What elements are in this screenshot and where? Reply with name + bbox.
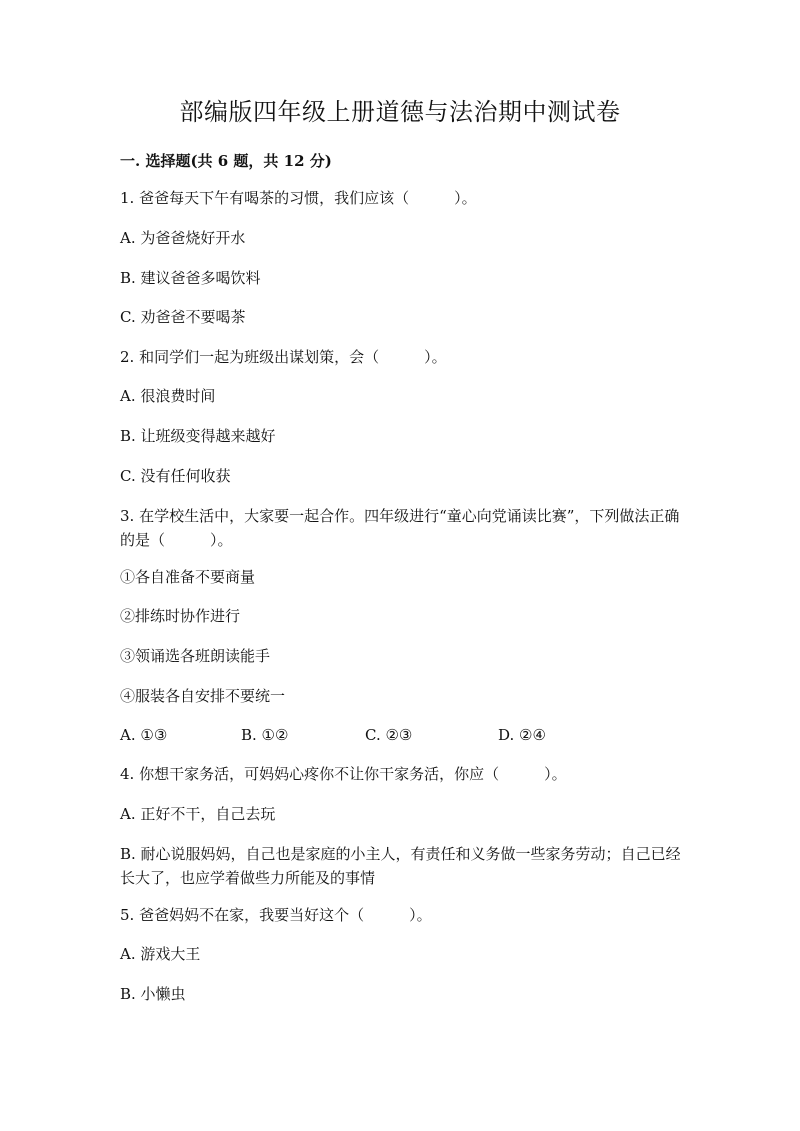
question-5-option-b: B. 小懒虫 [120, 985, 186, 1003]
question-2-option-a: A. 很浪费时间 [120, 387, 216, 405]
question-3-option-d: D. ②④ [498, 726, 546, 744]
section-heading: 一. 选择题(共 6 题，共 12 分) [120, 152, 332, 170]
question-4-stem: 4. 你想干家务活，可妈妈心疼你不让你干家务活，你应（ ）。 [120, 765, 567, 783]
question-5-option-a: A. 游戏大王 [120, 945, 201, 963]
question-2-stem: 2. 和同学们一起为班级出谋划策，会（ ）。 [120, 348, 447, 366]
question-3-stem: 3. 在学校生活中，大家要一起合作。四年级进行“童心向党诵读比赛”，下列做法正确的是（ ）。 [120, 507, 680, 549]
question-1-option-b: B. 建议爸爸多喝饮料 [120, 269, 261, 287]
question-3-option-a: A. ①③ [120, 726, 168, 744]
question-3-item-2: ②排练时协作进行 [120, 607, 241, 625]
question-3-item-3: ③领诵选各班朗读能手 [120, 647, 271, 665]
question-2-option-b: B. 让班级变得越来越好 [120, 427, 276, 445]
question-3-item-1: ①各自准备不要商量 [120, 568, 256, 586]
question-4-option-a: A. 正好不干，自己去玩 [120, 805, 276, 823]
question-5-stem: 5. 爸爸妈妈不在家，我要当好这个（ ）。 [120, 906, 432, 924]
question-1-stem: 1. 爸爸每天下午有喝茶的习惯，我们应该（ ）。 [120, 189, 477, 207]
page-title: 部编版四年级上册道德与法治期中测试卷 [179, 98, 621, 126]
question-4-option-b: B. 耐心说服妈妈，自己也是家庭的小主人，有责任和义务做一些家务劳动；自己已经长大了，也应学着做些力所能及的事情 [120, 845, 681, 887]
question-3-options [120, 723, 690, 747]
question-1-option-a: A. 为爸爸烧好开水 [120, 229, 246, 247]
question-2-option-c: C. 没有任何收获 [120, 467, 231, 485]
question-3-item-4: ④服装各自安排不要统一 [120, 687, 286, 705]
question-3-option-b: B. ①② [241, 726, 289, 744]
question-1-option-c: C. 劝爸爸不要喝茶 [120, 308, 246, 326]
question-3-option-c: C. ②③ [365, 726, 413, 744]
